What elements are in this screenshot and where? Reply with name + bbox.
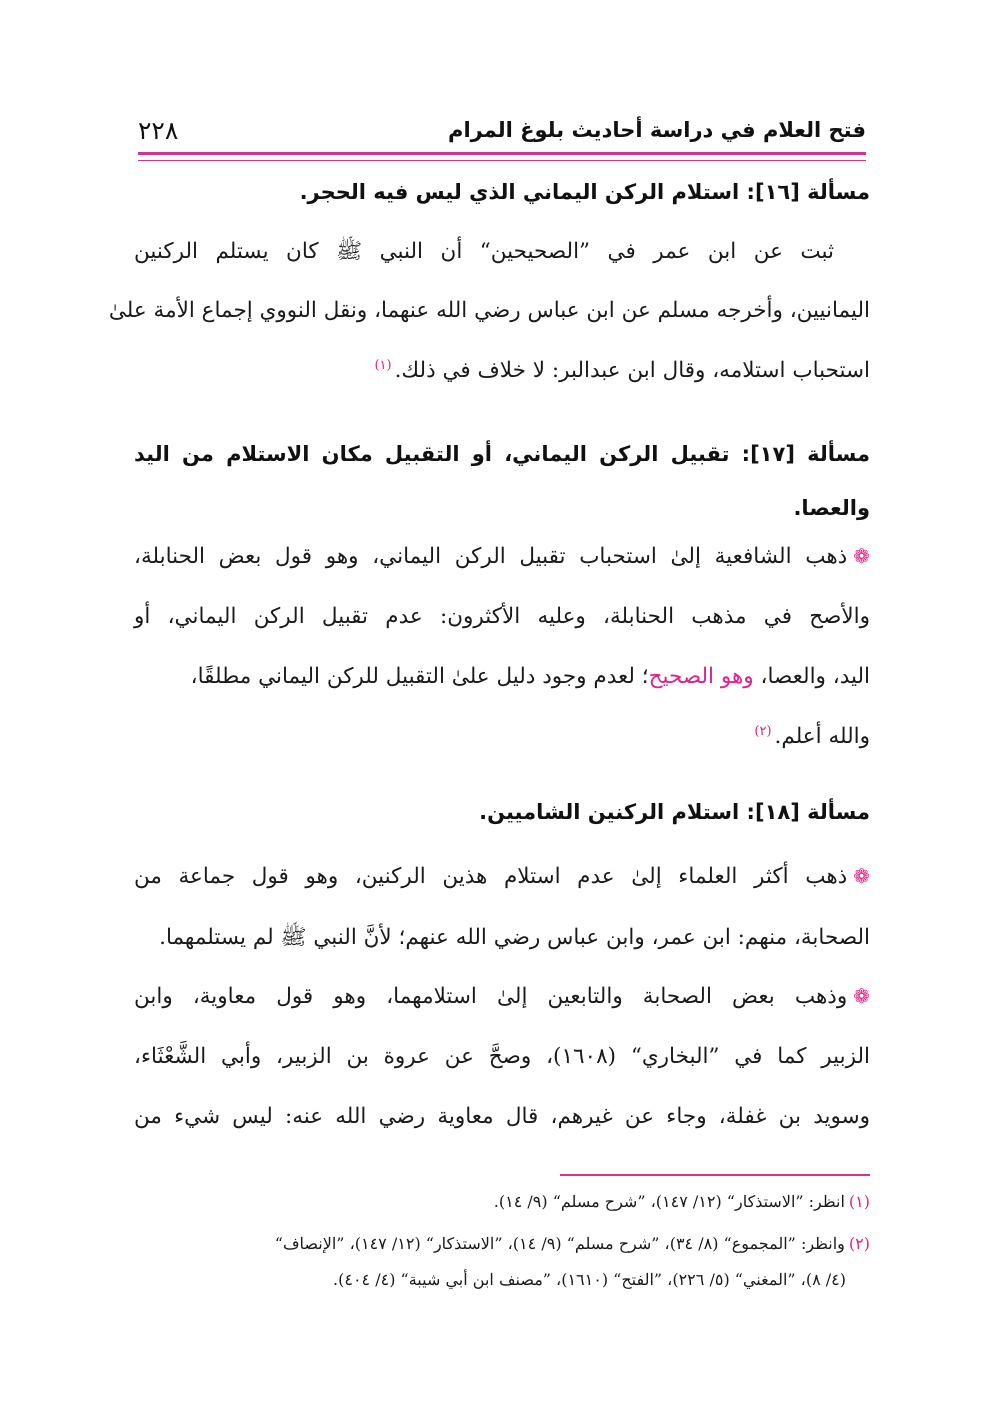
flower-icon: ❁ [853,544,870,568]
footnote-1-text: انظر: ”الاستذكار“ (١٢/ ١٤٧)، ”شرح مسلم“ (٩/ ١٤). [493,1192,845,1211]
section-17-line-3-a: اليد، والعصا، [753,664,870,689]
section-18-line-5: وسويد بن غفلة، وجاء عن غيرهم، قال معاوية رضي الله عنه: ليس شيء من [134,1104,870,1129]
header-rule-thin [138,160,866,161]
section-16-line-1: ثبت عن ابن عمر في ”الصحيحين“ أن النبي ﷺ كان يستلم الركنين [134,239,834,264]
footnote-1 [134,1192,870,1211]
section-17-heading-line-1: مسألة [١٧]: تقبيل الركن اليماني، أو التقبيل مكان الاستلام من اليد [134,442,870,466]
section-16-line-3-text: استحباب استلامه، وقال ابن عبدالبر: لا خلاف في ذلك. [394,358,870,384]
section-18-line-1-text: ذهب أكثر العلماء إلىٰ عدم استلام هذين الركنين، وهو قول جماعة من [134,864,848,889]
flower-icon: ❁ [853,984,870,1008]
flower-icon: ❁ [853,864,870,888]
section-16-line-2: اليمانيين، وأخرجه مسلم عن ابن عباس رضي الله عنهما، ونقل النووي إجماع الأمة علىٰ [108,298,870,323]
section-17-line-4 [134,724,870,749]
section-18-line-3-text: وذهب بعض الصحابة والتابعين إلىٰ استلامهما، وهو قول معاوية، وابن [134,984,848,1009]
page-number: ٢٢٨ [138,116,179,145]
section-17-line-3 [134,664,870,689]
footnote-1-number: (١) [848,1192,870,1211]
section-18-heading: مسألة [١٨]: استلام الركنين الشاميين. [479,800,870,824]
section-17-line-1 [134,544,870,569]
section-16-heading: مسألة [١٦]: استلام الركن اليماني الذي ليس فيه الحجر. [299,180,870,204]
section-18-line-2: الصحابة، منهم: ابن عمر، وابن عباس رضي الله عنهم؛ لأنَّ النبي ﷺ لم يستلمهما. [159,925,870,950]
section-18-line-4: الزبير كما في ”البخاري“ (١٦٠٨)، وصحَّ عن عروة بن الزبير، وأبي الشَّعْثَاء، [134,1044,871,1069]
footnote-2-text: وانظر: ”المجموع“ (٨/ ٣٤)، ”شرح مسلم“ (٩/ ١٤)، ”الاستذكار“ (١٢/ ١٤٧)، ”الإنصاف“ [274,1234,845,1253]
footnote-2-number: (٢) [848,1234,870,1253]
section-16-line-3 [134,358,870,383]
footnote-2 [134,1234,870,1253]
book-title: فتح العلام في دراسة أحاديث بلوغ المرام [448,118,866,142]
section-17-line-2: والأصح في مذهب الحنابلة، وعليه الأكثرون: عدم تقبيل الركن اليماني، أو [134,604,870,629]
section-17-heading-line-2: والعصا. [793,496,870,520]
footnote-2-continued: (٤/ ٨)، ”المغني“ (٥/ ٢٢٦)، ”الفتح“ (١٦١٠)، ”مصنف ابن أبي شيبة“ (٤/ ٤٠٤). [333,1270,846,1289]
page-header [138,110,866,154]
section-18-line-3 [134,984,870,1009]
section-17-line-3-b: ؛ لعدم وجود دليل علىٰ التقبيل للركن اليماني مطلقًا، [190,664,649,689]
section-18-line-1 [134,864,870,889]
footnote-ref-1: (١) [374,358,392,373]
section-17-line-1-text: ذهب الشافعية إلىٰ استحباب تقبيل الركن اليماني، وهو قول بعض الحنابلة، [134,544,848,569]
footnote-rule [560,1174,870,1176]
header-rule-thick [138,152,866,155]
footnote-ref-2: (٢) [754,724,772,739]
preferred-opinion: وهو الصحيح [648,664,754,689]
section-17-line-4-text: والله أعلم. [774,724,870,750]
